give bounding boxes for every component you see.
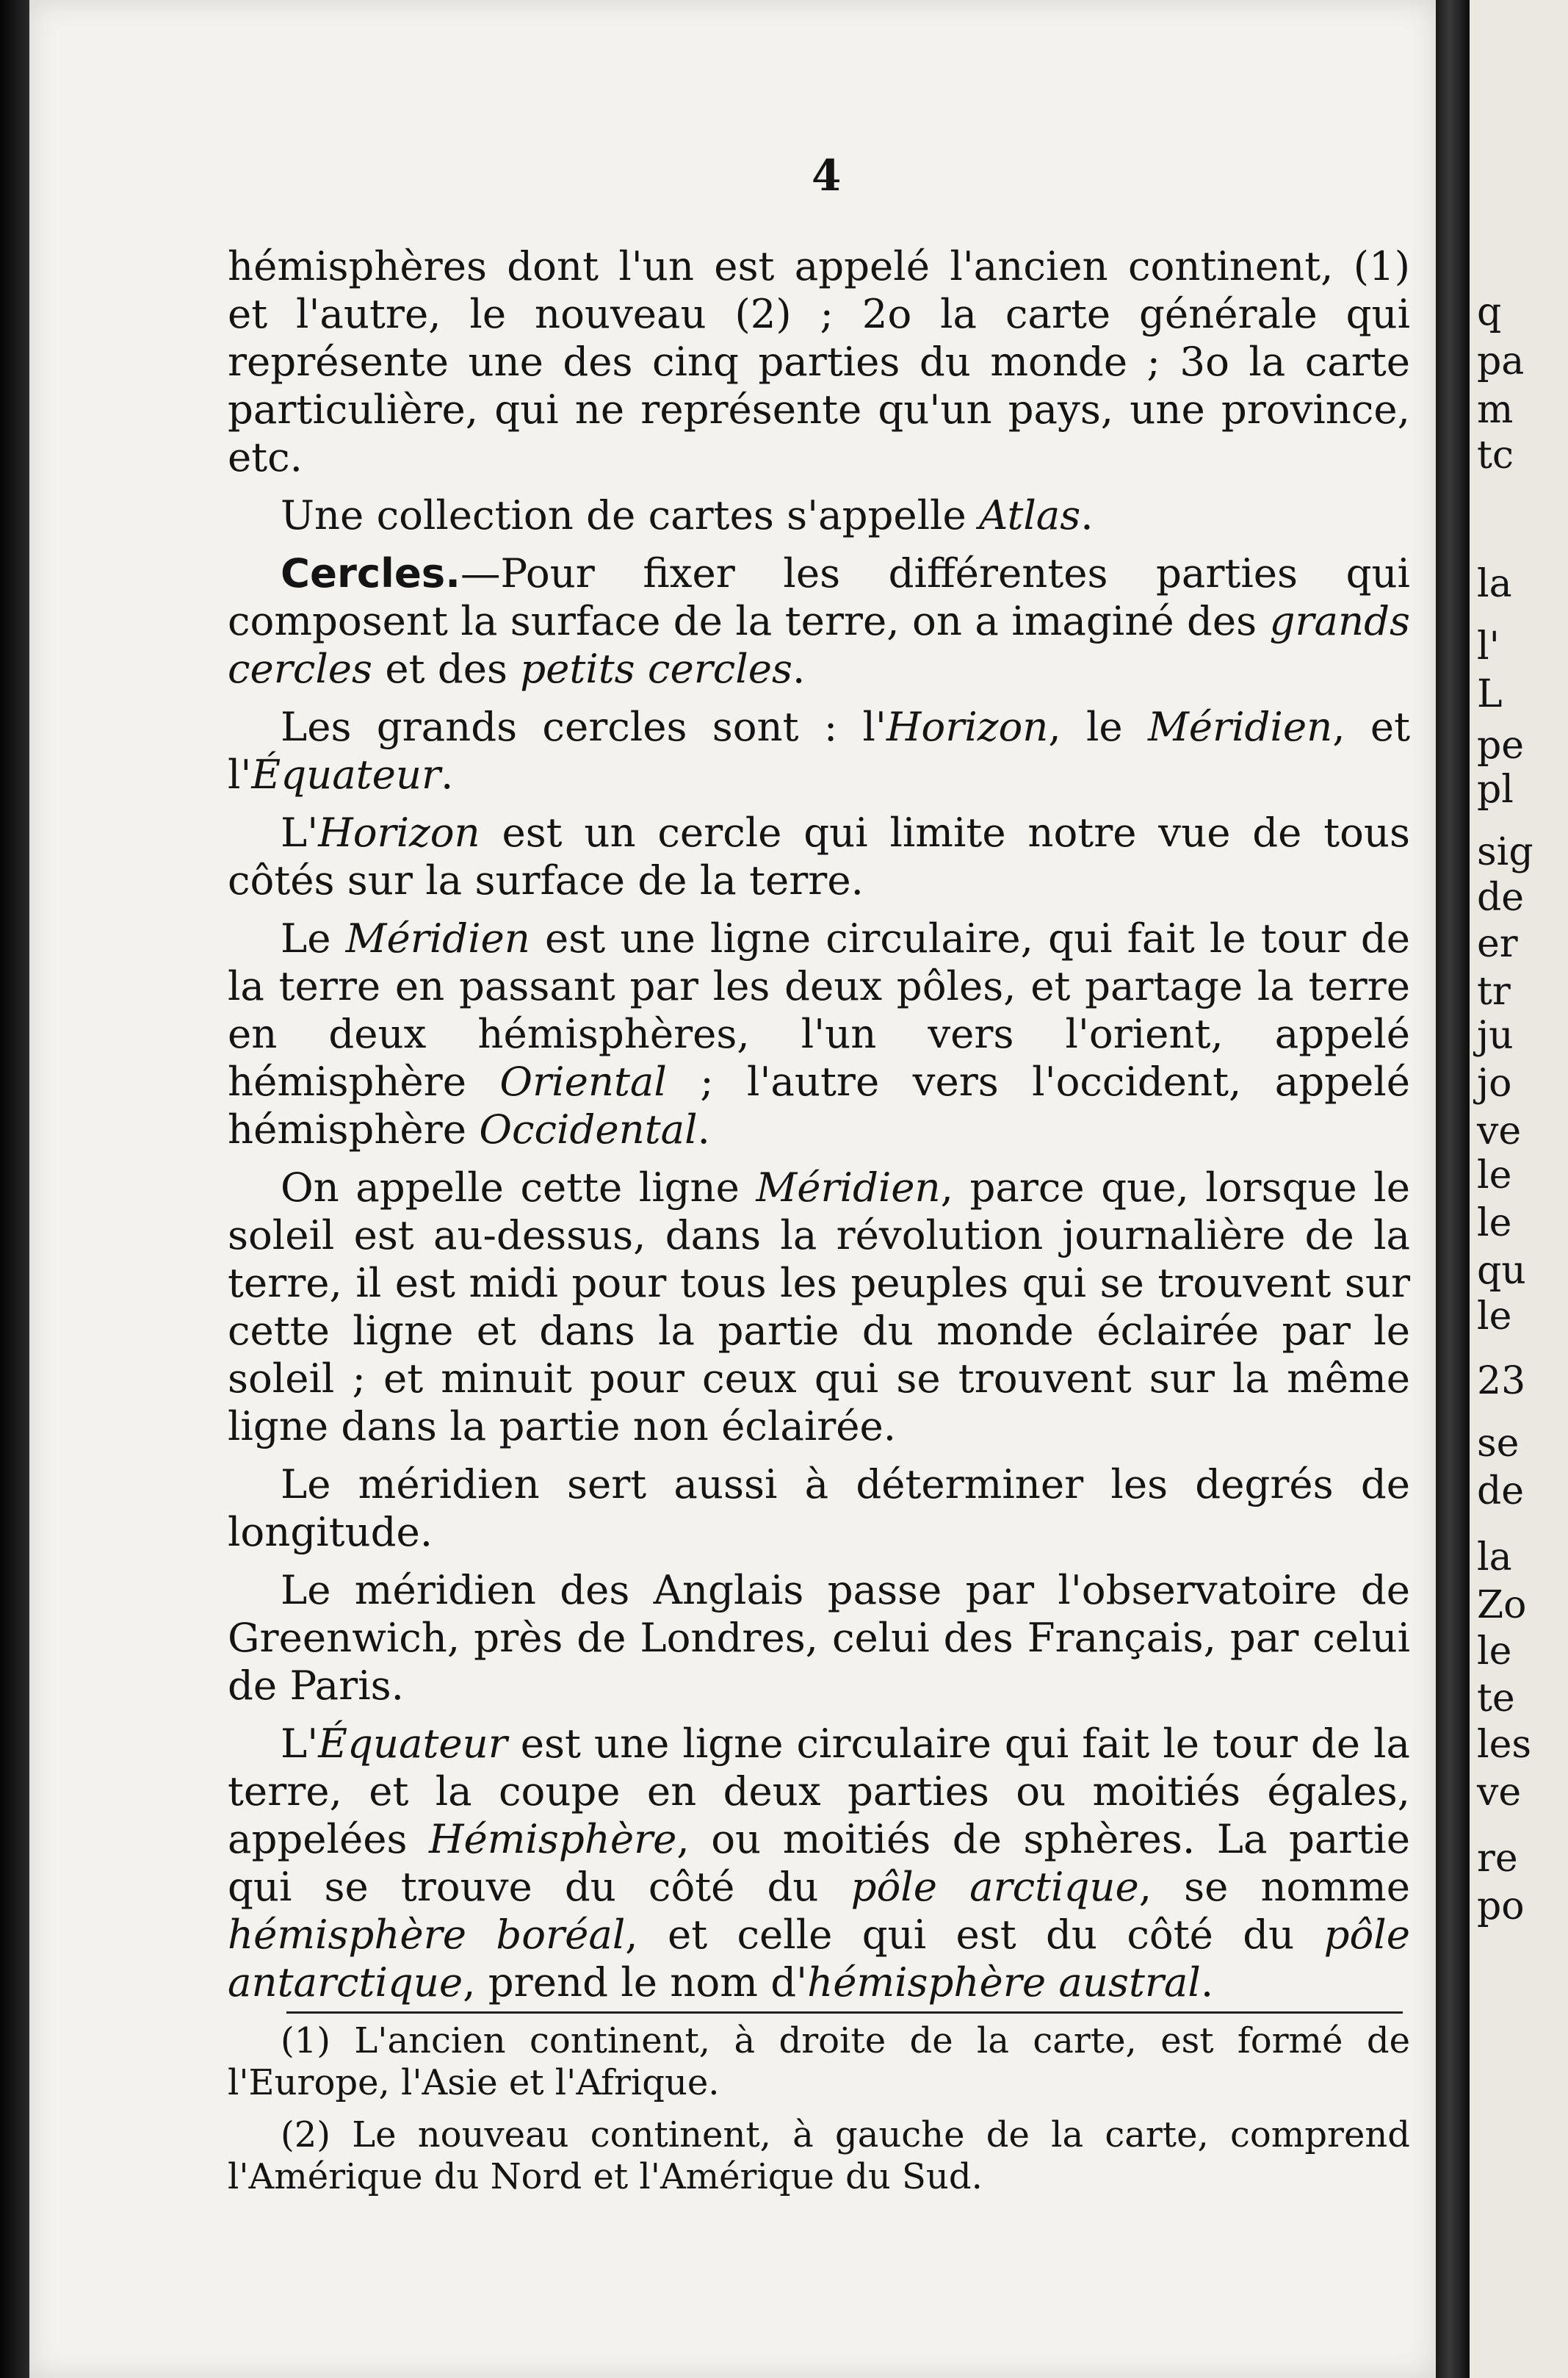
- adjacent-page-fragment: de: [1477, 876, 1525, 920]
- text-run: est une ligne circulaire qui fait le tour de la terre, et la coupe en deux parties ou moitiés égales, appelées: [228, 1720, 1410, 1862]
- text-run: .: [697, 1106, 710, 1153]
- adjacent-page-fragment: ve: [1477, 1109, 1522, 1153]
- italic-term: Horizon: [318, 809, 480, 856]
- scan-left-edge: [0, 0, 29, 2378]
- text-run: .: [792, 645, 806, 692]
- paragraph: [228, 1720, 1410, 2006]
- adjacent-page-fragment: sig: [1477, 830, 1533, 874]
- italic-term: pôle arctique: [850, 1863, 1139, 1910]
- footnotes: [228, 2020, 1410, 2198]
- text-run: .: [1080, 491, 1094, 538]
- text-run: .: [441, 751, 454, 798]
- text-run: est un cercle qui limite notre vue de tous côtés sur la surface de la terre.: [228, 809, 1410, 904]
- italic-term: hémisphère austral: [807, 1959, 1201, 2006]
- text-run: .: [1200, 1959, 1214, 2006]
- adjacent-page-fragment: 23: [1477, 1359, 1526, 1403]
- adjacent-page-fragment: te: [1477, 1676, 1515, 1721]
- text-run: , le: [1048, 703, 1148, 750]
- footnote: (1) L'ancien continent, à droite de la carte, est formé de l'Europe, l'Asie et l'Afrique.: [228, 2020, 1410, 2103]
- adjacent-page-fragment: jo: [1477, 1062, 1512, 1106]
- text-run: , parce que, lorsque le soleil est au-dessus, dans la révolution journalière de la terre, il est midi pour tous les peuples qui se trouvent sur cette ligne et dans la partie du monde éclairée par le soleil ; et minuit pour ceux qui se trouvent sur la même ligne dans la partie non éclairée.: [228, 1164, 1410, 1449]
- adjacent-page-fragment: le: [1477, 1153, 1512, 1197]
- adjacent-page-fragment: pe: [1477, 724, 1525, 768]
- text-run: Le: [281, 915, 346, 962]
- adjacent-page-fragment: les: [1477, 1723, 1532, 1767]
- adjacent-page-fragment: m: [1477, 388, 1514, 432]
- text-run: , prend le nom d': [463, 1959, 808, 2006]
- text-run: , ou moitiés de sphères. La partie qui se trouve du côté du: [228, 1815, 1410, 1910]
- adjacent-page-fragment: pl: [1477, 768, 1514, 812]
- adjacent-page-fragment: la: [1477, 562, 1512, 606]
- italic-term: Équateur: [318, 1720, 507, 1767]
- italic-term: petits cercles: [520, 645, 792, 692]
- text-run: et des: [372, 645, 521, 692]
- footnote-rule: [286, 2011, 1403, 2014]
- text-run: , et l': [228, 703, 1410, 798]
- adjacent-page-fragment: pa: [1477, 339, 1525, 383]
- paragraph: [228, 242, 1410, 481]
- paragraph: [228, 491, 1410, 539]
- adjacent-page-fragment: q: [1477, 290, 1502, 334]
- adjacent-page-fragment: Zo: [1477, 1583, 1527, 1627]
- adjacent-page-edge: [1470, 0, 1568, 2378]
- italic-term: Atlas: [979, 491, 1081, 538]
- italic-term: pôle antarctique: [228, 1911, 1410, 2006]
- adjacent-page-fragment: tc: [1477, 433, 1514, 478]
- paragraph: [228, 1164, 1410, 1450]
- book-gutter: [1436, 0, 1470, 2378]
- adjacent-page-fragment: tr: [1477, 970, 1511, 1014]
- adjacent-page-fragment: ve: [1477, 1770, 1522, 1815]
- italic-term: Méridien: [756, 1164, 941, 1211]
- adjacent-page-fragment: le: [1477, 1629, 1512, 1673]
- paragraph: [228, 703, 1410, 799]
- page-number: 4: [812, 151, 842, 201]
- italic-term: Horizon: [886, 703, 1049, 750]
- text-run: ; l'autre vers l'occident, appelé hémisphère: [228, 1058, 1410, 1153]
- italic-term: Occidental: [479, 1106, 698, 1153]
- adjacent-page-fragment: re: [1477, 1837, 1518, 1881]
- footnote: (2) Le nouveau continent, à gauche de la carte, comprend l'Amérique du Nord et l'Amérique du Sud.: [228, 2114, 1410, 2197]
- body-text: [228, 242, 1410, 2006]
- book-page: [29, 0, 1436, 2378]
- text-run: L': [281, 809, 319, 856]
- italic-term: hémisphère boréal: [228, 1911, 626, 1958]
- italic-term: Méridien: [1147, 703, 1333, 750]
- text-run: On appelle cette ligne: [281, 1164, 756, 1211]
- italic-term: Hémisphère: [428, 1815, 677, 1862]
- italic-term: Oriental: [499, 1058, 667, 1105]
- italic-term: grands cercles: [228, 597, 1410, 692]
- adjacent-page-fragment: se: [1477, 1422, 1520, 1466]
- adjacent-page-fragment: L: [1477, 672, 1503, 716]
- paragraph: [228, 550, 1410, 693]
- text-run: hémisphères dont l'un est appelé l'ancien continent, (1) et l'autre, le nouveau (2) ; 2o la carte générale qui représente une des cinq parties du monde ; 3o la carte particulière, qui ne représente qu'un pays, une province, etc.: [228, 242, 1410, 480]
- adjacent-page-fragment: l': [1477, 624, 1500, 669]
- text-run: Le méridien sert aussi à déterminer les degrés de longitude.: [228, 1460, 1410, 1555]
- italic-term: Méridien: [345, 915, 530, 962]
- text-run: Le méridien des Anglais passe par l'observatoire de Greenwich, près de Londres, celui des Français, par celui de Paris.: [228, 1566, 1410, 1709]
- paragraph: [228, 1460, 1410, 1556]
- adjacent-page-fragment: le: [1477, 1201, 1512, 1245]
- adjacent-page-fragment: de: [1477, 1469, 1525, 1513]
- text-run: L': [281, 1720, 319, 1767]
- text-run: Les grands cercles sont : l': [281, 703, 886, 750]
- adjacent-page-fragment: qu: [1477, 1249, 1526, 1293]
- text-run: Une collection de cartes s'appelle: [281, 491, 980, 538]
- text-run: , se nomme: [1138, 1863, 1410, 1910]
- adjacent-page-fragment: le: [1477, 1294, 1512, 1338]
- paragraph: [228, 915, 1410, 1153]
- adjacent-page-fragment: po: [1477, 1884, 1525, 1928]
- adjacent-page-fragment: er: [1477, 922, 1518, 966]
- text-run: est une ligne circulaire, qui fait le tour de la terre en passant par les deux pôles, et partage la terre en deux hémisphères, l'un vers l'orient, appelé hémisphère: [228, 915, 1410, 1105]
- adjacent-page-fragment: ju: [1477, 1014, 1514, 1058]
- paragraph: [228, 809, 1410, 904]
- paragraph: [228, 1566, 1410, 1709]
- text-run: , et celle qui est du côté du: [625, 1911, 1324, 1958]
- text-run: —Pour fixer les différentes parties qui composent la surface de la terre, on a imaginé des: [228, 550, 1410, 644]
- adjacent-page-fragment: la: [1477, 1535, 1512, 1579]
- section-heading: Cercles.: [281, 550, 460, 597]
- italic-term: Équateur: [251, 751, 441, 798]
